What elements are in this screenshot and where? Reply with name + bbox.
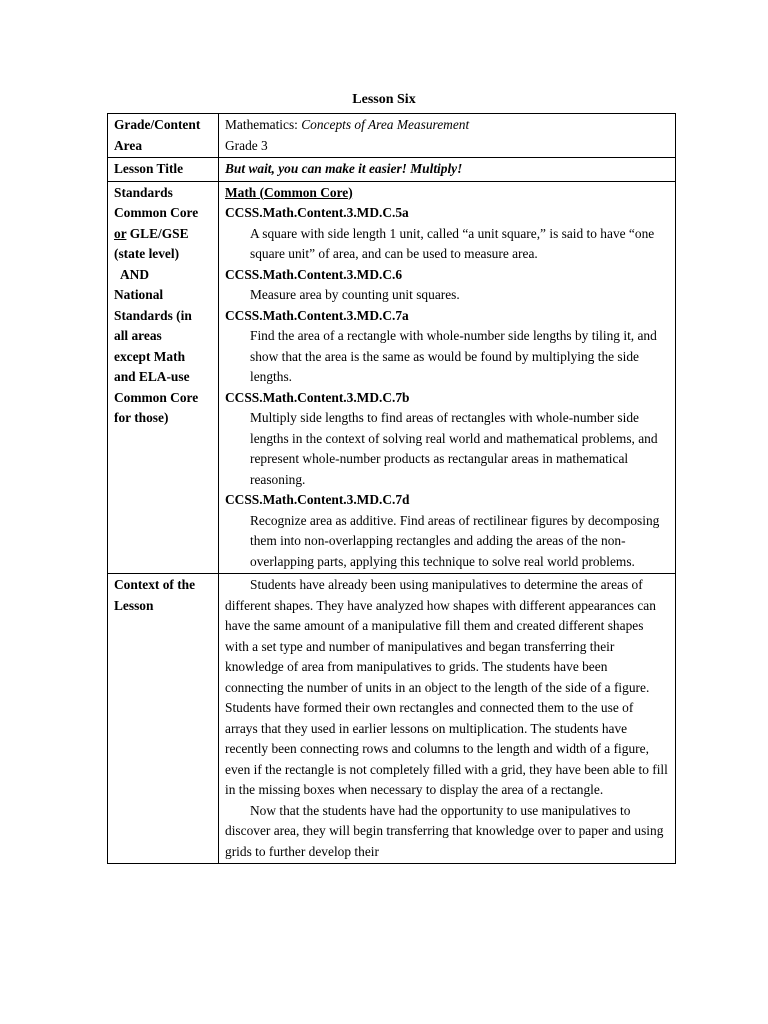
label-context-of-lesson: Context of the Lesson — [108, 574, 219, 864]
standard-text: A square with side length 1 unit, called “a unit square,” is said to have “one square unit” of area, and can be used to measure area. — [250, 225, 655, 261]
standard-code: CCSS.Math.Content.3.MD.C.6 — [225, 266, 403, 282]
standard-code: CCSS.Math.Content.3.MD.C.7d — [225, 492, 410, 507]
table-row-lesson-title — [108, 158, 676, 182]
grade-content-value — [219, 114, 676, 158]
table-row-context — [108, 574, 676, 864]
subject-line: Mathematics: Concepts of Area Measurement — [225, 117, 470, 132]
document-title: Lesson Six — [352, 92, 416, 107]
standard-code: CCSS.Math.Content.3.MD.C.7a — [225, 307, 409, 323]
standards-list — [219, 181, 676, 574]
standard-text: Find the area of a rectangle with whole-number side lengths by tiling it, and show that the area is the same as would be found by multiplying the side lengths. — [250, 328, 657, 384]
lesson-plan-table — [107, 113, 676, 864]
grade-line: Grade 3 — [225, 137, 268, 153]
label-grade-content-area: Grade/Content Area — [108, 114, 219, 158]
standard-code: CCSS.Math.Content.3.MD.C.7b — [225, 389, 410, 405]
context-paragraph: Students have already been using manipulatives to determine the areas of different shapes. They have analyzed how shapes with different appearances can have the same amount of a manipulative fill them and created different shapes with a set type and number of manipulatives and began transferring their knowledge of area from manipulatives to grids. The students have been connecting the number of units in an object to the length of the side of a figure. Students have formed their own rectangles and connected them to the use of arrays that they used in earlier lessons on multiplication. The students have recently been connecting rows and columns to the length and width of a figure, even if the rectangle is not completely filled with a grid, they have been able to fill in the missing boxes when necessary to display the area of a rectangle. — [225, 577, 668, 797]
label-standards: Standards Common Core or GLE/GSE (state level) AND National Standards (in all areas except Math and ELA-use Common Core for those) — [108, 181, 219, 574]
lesson-title-value: But wait, you can make it easier! Multiply! — [219, 158, 676, 182]
context-paragraph: Now that the students have had the opportunity to use manipulatives to discover area, they will begin transferring that knowledge over to paper and using grids to further develop their — [225, 802, 664, 859]
standard-text: Recognize area as additive. Find areas of rectilinear figures by decomposing them into non-overlapping rectangles and adding the areas of the non-overlapping parts, applying this technique to solve real world problems. — [250, 512, 660, 569]
standards-heading: Math (Common Core) — [225, 184, 353, 200]
label-lesson-title: Lesson Title — [108, 158, 219, 182]
standard-text: Measure area by counting unit squares. — [250, 287, 460, 302]
standard-code: CCSS.Math.Content.3.MD.C.5a — [225, 205, 409, 220]
table-row-standards — [108, 181, 676, 574]
standard-text: Multiply side lengths to find areas of rectangles with whole-number side lengths in the context of solving real world and mathematical problems, and represent whole-number products as rectangular areas in mathematical reasoning. — [250, 410, 658, 487]
context-text — [219, 574, 676, 864]
table-row-grade — [108, 114, 676, 158]
